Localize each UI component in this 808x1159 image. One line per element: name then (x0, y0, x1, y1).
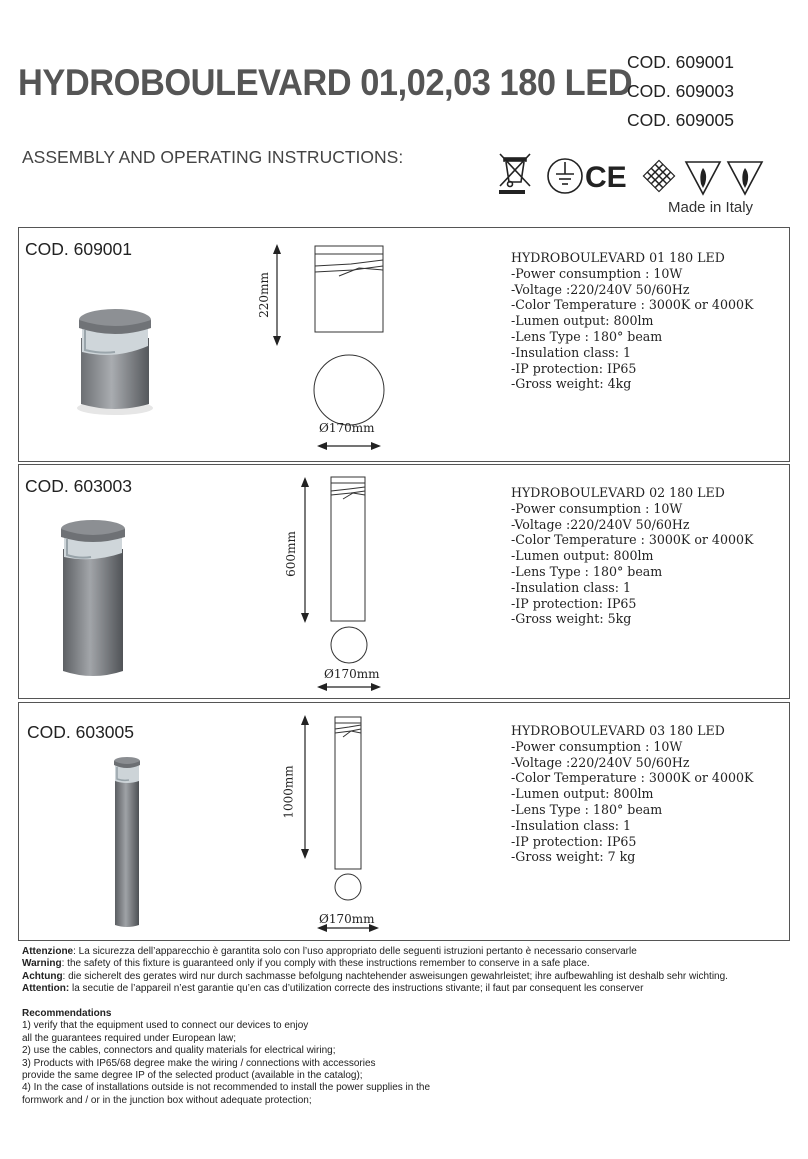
recommendation-line: formwork and / or in the junction box without adequate protection; (22, 1094, 312, 1106)
height-label: 600mm (283, 531, 298, 577)
header-code: COD. 609005 (627, 110, 735, 130)
recommendations-title: Recommendations (22, 1008, 112, 1019)
spec-line: -Voltage :220/240V 50/60Hz (511, 754, 690, 770)
svg-text:CE: CE (585, 161, 627, 194)
recommendation-line: 1) verify that the equipment used to connect our devices to enjoy (22, 1020, 309, 1032)
spec-line: -Voltage :220/240V 50/60Hz (511, 281, 690, 297)
dimension-drawing (291, 473, 401, 698)
spec-line: -IP protection: IP65 (511, 360, 637, 376)
safety-warnings (22, 946, 792, 996)
product-photo (41, 515, 141, 685)
spec-line: -Lens Type : 180° beam (511, 328, 663, 344)
height-label: 1000mm (281, 765, 296, 819)
spec-line: -Power consumption : 10W (511, 738, 683, 754)
header-code: COD. 609001 (627, 52, 735, 72)
spec-line: -Lens Type : 180° beam (511, 563, 663, 579)
product-code: COD. 603005 (27, 722, 135, 742)
warning-line (22, 971, 792, 983)
spec-line: -IP protection: IP65 (511, 595, 637, 611)
warning-text: la secutie de l’appareil n’est garantie qu’en cas d’utilization correcte des instructions stivante; il faut par consequent les conserver (69, 983, 644, 995)
recommendation-line: 2) use the cables, connectors and quality materials for electrical wiring; (22, 1045, 336, 1057)
spec-line: -Insulation class: 1 (511, 344, 632, 360)
weee-bin-icon (499, 154, 530, 194)
warning-label: Attention: (22, 983, 70, 995)
warning-line (22, 946, 792, 958)
header-codes (627, 48, 734, 135)
spec-line: -Color Temperature : 3000K or 4000K (511, 770, 754, 786)
spec-line: -Lumen output: 800lm (511, 786, 654, 802)
subtitle: ASSEMBLY AND OPERATING INSTRUCTIONS: (22, 147, 404, 167)
recommendation-line: all the guarantees required under European law; (22, 1032, 237, 1044)
f-triangle-icon (686, 162, 720, 194)
spec-list (511, 723, 753, 865)
spec-list (511, 485, 753, 627)
ce-mark-icon (585, 161, 627, 194)
spec-list (511, 250, 753, 392)
warning-text: : La sicurezza dell’apparecchio è garantita solo con l’uso appropriato delle seguenti istruzioni pertanto è necessario conservarle (73, 946, 637, 957)
spec-line: HYDROBOULEVARD 03 180 LED (511, 723, 725, 738)
product-box-02 (18, 464, 790, 699)
diameter-label: Ø170mm (319, 912, 375, 926)
spec-line: HYDROBOULEVARD 01 180 LED (511, 250, 725, 265)
warning-line (22, 958, 792, 970)
warning-label: Warning (22, 958, 62, 970)
spec-line: -Lumen output: 800lm (511, 313, 654, 329)
product-photo (91, 753, 161, 933)
certification-icons (496, 150, 771, 203)
diameter-label: Ø170mm (319, 421, 375, 435)
recommendation-line: provide the same degree IP of the selected product (available in the catalog); (22, 1070, 363, 1082)
spec-line: -Gross weight: 7 kg (511, 849, 636, 865)
warning-line (22, 983, 792, 995)
spec-line: -Lens Type : 180° beam (511, 801, 663, 817)
spec-line: -Color Temperature : 3000K or 4000K (511, 532, 754, 548)
made-in-label: Made in Italy (668, 199, 754, 216)
product-box-01 (18, 227, 790, 462)
height-label: 220mm (256, 272, 271, 318)
warning-text: : die sicherelt des gerates wird nur durch sachmasse befolgung nachtehender asweisungen gewahrleistet; ihre aufbewahling ist deshalb sehr wichting. (62, 970, 728, 982)
ip-grid-icon (643, 160, 674, 191)
spec-line: -Power consumption : 10W (511, 500, 683, 516)
spec-line: -Color Temperature : 3000K or 4000K (511, 297, 754, 313)
product-code: COD. 609001 (25, 239, 133, 259)
warning-label: Achtung (22, 970, 63, 982)
page-title: HYDROBOULEVARD 01,02,03 180 LED (18, 62, 633, 103)
product-code: COD. 603003 (25, 476, 133, 496)
spec-line: -IP protection: IP65 (511, 833, 637, 849)
f-triangle-icon (728, 162, 762, 194)
recommendation-line: 3) Products with IP65/68 degree make the wiring / connections with accessories (22, 1057, 376, 1069)
spec-line: -Insulation class: 1 (511, 579, 632, 595)
spec-line: -Power consumption : 10W (511, 265, 683, 281)
warning-label: Attenzione (22, 946, 74, 957)
spec-line: -Gross weight: 4kg (511, 376, 632, 392)
spec-line: -Gross weight: 5kg (511, 611, 632, 627)
warning-text: : the safety of this fixture is guaranteed only if you comply with these instructions remember to conserve in a safe place. (61, 958, 590, 970)
recommendations (22, 1008, 792, 1107)
product-box-03 (18, 702, 790, 941)
diameter-label: Ø170mm (324, 667, 380, 681)
recommendation-line: 4) In the case of installations outside is not recommended to install the power supplies in the (22, 1082, 431, 1094)
spec-line: -Voltage :220/240V 50/60Hz (511, 516, 690, 532)
header-code: COD. 609003 (627, 81, 735, 101)
dimension-drawing (291, 715, 401, 940)
ground-earth-icon (548, 159, 582, 193)
product-photo (65, 300, 165, 420)
spec-line: -Insulation class: 1 (511, 817, 632, 833)
spec-line: HYDROBOULEVARD 02 180 LED (511, 485, 725, 500)
spec-line: -Lumen output: 800lm (511, 548, 654, 564)
